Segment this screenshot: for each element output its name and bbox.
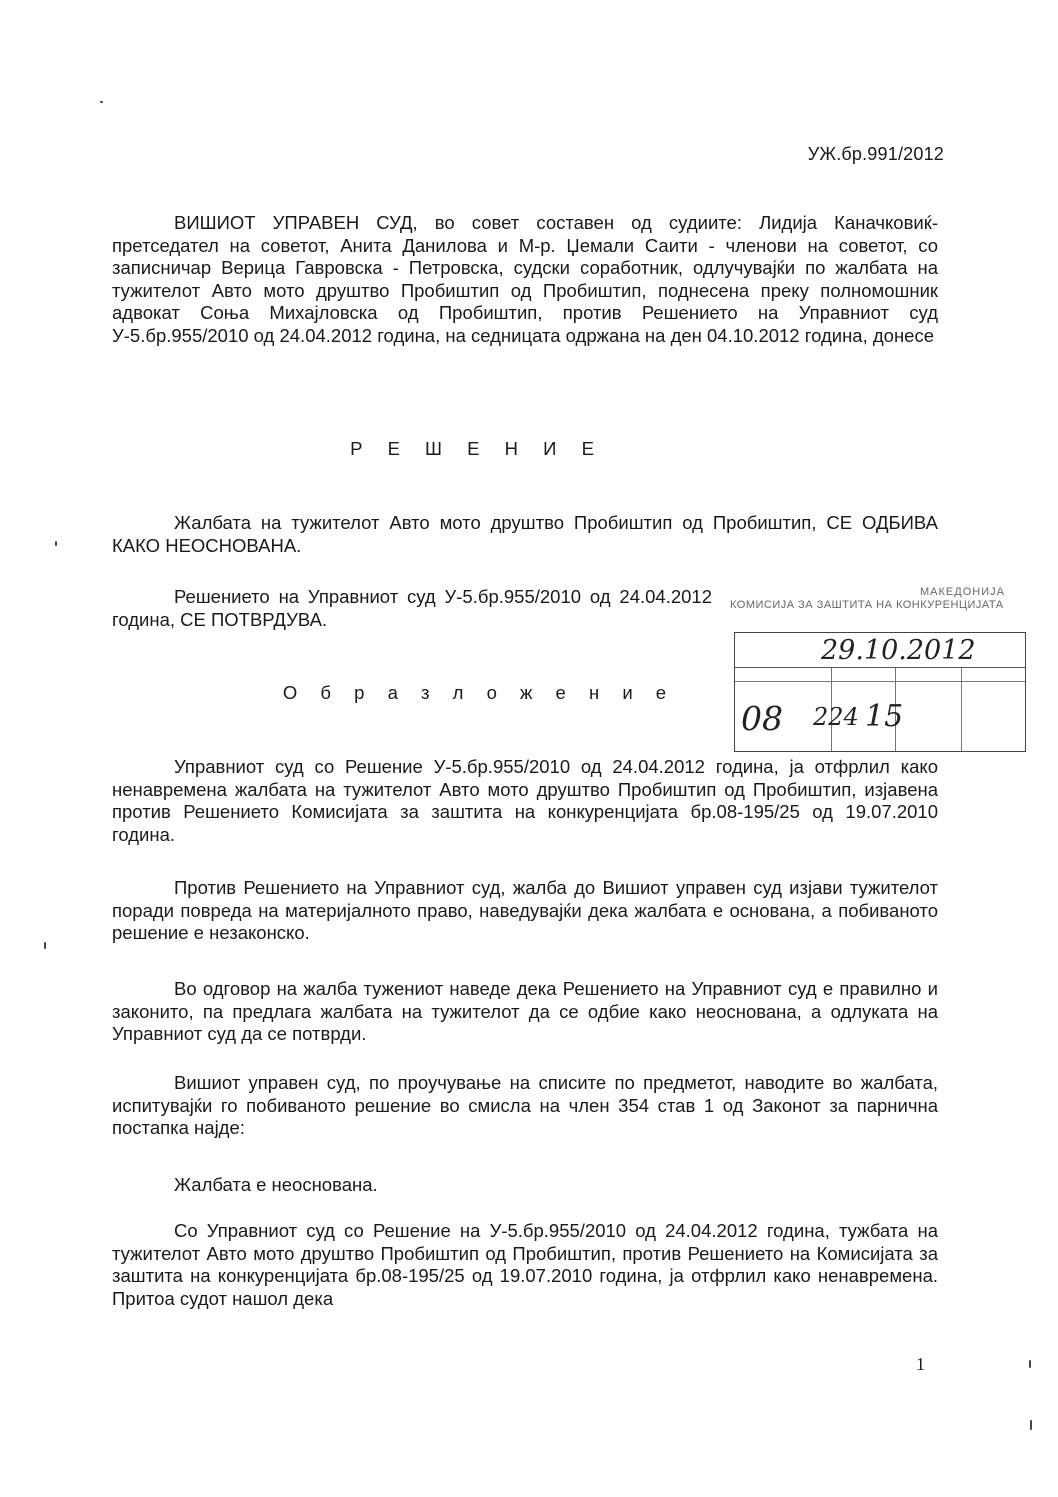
reasoning-paragraph-2-block (112, 877, 938, 945)
reasoning-paragraph: Во одговор на жалба тужениот наведе дека Решението на Управниот суд е правилно и законито, па предлага жалбата на тужителот да се одбие како неоснована, а одлуката на Управниот суд да се потврди. (112, 978, 938, 1045)
stamp-number-part-3: 15 (865, 699, 904, 734)
scan-speck (44, 942, 46, 949)
scan-speck (1030, 1420, 1032, 1430)
reasoning-paragraph: Вишиот управен суд, по проучување на списите по предметот, наводите во жалбата, испитувајќи го побиваното решение во смисла на член 354 став 1 од Законот за парнична постапка најде: (112, 1072, 938, 1139)
scan-speck (100, 101, 103, 103)
page-number: 1 (916, 1354, 925, 1374)
scan-speck (55, 541, 57, 546)
stamp-header-commission: КОМИСИЈА ЗА ЗАШТИТА НА КОНКУРЕНЦИЈАТА (730, 599, 1004, 611)
reasoning-paragraph-3-block (112, 978, 938, 1046)
stamp-column-divider (961, 667, 962, 751)
stamp-number-part-1: 08 (741, 699, 783, 738)
reasoning-paragraph-5-block (112, 1174, 938, 1197)
decision-paragraph-1-block (112, 512, 938, 557)
reasoning-paragraph-6-block (112, 1220, 938, 1310)
stamp-header-country: МАКЕДОНИЈА (920, 586, 1005, 598)
stamp-row-labels (735, 667, 1025, 682)
decision-paragraph-2-block (112, 586, 712, 631)
stamp-number-part-2: 224 (813, 703, 859, 731)
stamp-received-date: 29.10.2012 (821, 635, 976, 666)
decision-heading: Р Е Ш Е Н И Е (350, 438, 604, 459)
reasoning-paragraph: Управниот суд со Решение У-5.бр.955/2010 од 24.04.2012 година, ја отфрлил како ненавремена жалбата на тужителот Авто мото друштво Пробиштип од Пробиштип, изјавена против Решението Комисијата за заштита на конкуренцијата бр.08-195/25 од 19.07.2010 година. (112, 756, 938, 845)
intro-paragraph-block (112, 212, 938, 348)
reasoning-paragraph: Со Управниот суд со Решение на У-5.бр.955/2010 од 24.04.2012 година, тужбата на тужителот Авто мото друштво Пробиштип од Пробиштип, против Решението на Комисијата за заштита на конкуренцијата бр.08-195/25 од 19.07.2010 година, ја отфрлил како ненавремена. Притоа судот нашол дека (112, 1220, 938, 1309)
stamp-box (734, 632, 1026, 752)
reasoning-heading: О б р а з л о ж е н и е (282, 682, 676, 703)
reasoning-paragraph-1-block (112, 756, 938, 846)
decision-paragraph: Решението на Управниот суд У-5.бр.955/2010 од 24.04.2012 година, СЕ ПОТВРДУВА. (112, 586, 712, 630)
case-reference-number: УЖ.бр.991/2012 (807, 144, 944, 164)
reasoning-paragraph: Против Решението на Управниот суд, жалба до Вишиот управен суд изјави тужителот поради повреда на материјалното право, наведувајќи дека жалбата е основана, а побиваното решение е незаконско. (112, 877, 938, 944)
reasoning-paragraph: Жалбата е неоснована. (174, 1174, 378, 1195)
registry-stamp (730, 586, 1026, 754)
decision-paragraph: Жалбата на тужителот Авто мото друштво Пробиштип од Пробиштип, СЕ ОДБИВА КАКО НЕОСНОВАНА. (112, 512, 938, 556)
scan-speck (1029, 1360, 1031, 1368)
reasoning-paragraph-4-block (112, 1072, 938, 1140)
intro-paragraph: ВИШИОТ УПРАВЕН СУД, во совет составен од судиите: Лидија Каначковиќ- претседател на советот, Анита Данилова и М-р. Џемали Саити - членови на советот, со записничар Верица Гавровска - Петровска, судски соработник, одлучувајќи по жалбата на тужителот Авто мото друштво Пробиштип од Пробиштип, поднесена преку полномошник адвокат Соња Михајловска од Пробиштип, против Решението на Управниот суд У-5.бр.955/2010 од 24.04.2012 година, на седницата одржана на ден 04.10.2012 година, донесе (112, 212, 938, 346)
